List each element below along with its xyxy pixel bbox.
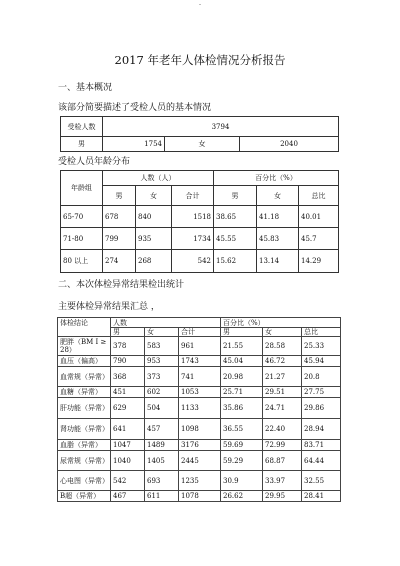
table-cell: 45.83 xyxy=(257,228,299,250)
table-cell: 2445 xyxy=(179,451,221,471)
sub-header: 男 xyxy=(103,186,136,206)
female-value: 2040 xyxy=(240,137,339,152)
sub-header: 总比 xyxy=(299,186,339,206)
row-label: 肥胖（BM I ≥ 28） xyxy=(58,337,111,356)
table-cell: 13.14 xyxy=(257,250,299,273)
table-cell: 542 xyxy=(111,471,145,491)
table-cell: 602 xyxy=(145,387,179,398)
table-cell: 678 xyxy=(103,206,136,228)
pct-header: 百分比（%） xyxy=(221,318,341,328)
section-1-heading: 一、基本概况 xyxy=(58,83,113,93)
row-label: 尿常规（异常） xyxy=(58,451,111,471)
conclusion-header: 体检结论 xyxy=(58,318,111,337)
age-distribution-table xyxy=(60,170,339,273)
sub-header: 合计 xyxy=(179,328,221,337)
table-cell: 14.29 xyxy=(299,250,339,273)
age-group-cell: 80 以上 xyxy=(61,250,103,273)
table-cell: 68.87 xyxy=(263,451,302,471)
table-cell: 41.18 xyxy=(257,206,299,228)
table-cell: 373 xyxy=(145,367,179,387)
table-cell: 3176 xyxy=(179,440,221,451)
basic-info-table xyxy=(60,116,339,152)
row-label: B超（异常） xyxy=(58,491,111,502)
table-cell: 1133 xyxy=(179,398,221,419)
female-label: 女 xyxy=(165,137,240,152)
table-cell: 26.62 xyxy=(221,491,263,502)
row-label: 肝功能（异常） xyxy=(58,398,111,419)
row-label: 肾功能（异常） xyxy=(58,419,111,440)
abnormal-results-table xyxy=(57,317,341,502)
table-cell: 378 xyxy=(111,337,145,356)
table-cell: 28.41 xyxy=(302,491,341,502)
table-cell: 274 xyxy=(103,250,136,273)
total-value: 3794 xyxy=(103,117,339,137)
table-cell: 467 xyxy=(111,491,145,502)
table-cell: 64.44 xyxy=(302,451,341,471)
table-cell: 1053 xyxy=(179,387,221,398)
table-cell: 451 xyxy=(111,387,145,398)
age-heading: 受检人员年龄分布 xyxy=(58,157,131,167)
table-cell: 27.75 xyxy=(302,387,341,398)
sub-header: 男 xyxy=(214,186,257,206)
table-cell: 268 xyxy=(136,250,172,273)
table-cell: 611 xyxy=(145,491,179,502)
table-cell: 368 xyxy=(111,367,145,387)
row-label: 血脂（异常） xyxy=(58,440,111,451)
table-cell: 25.33 xyxy=(302,337,341,356)
table-cell: 1040 xyxy=(111,451,145,471)
table-cell: 35.86 xyxy=(221,398,263,419)
table-cell: 457 xyxy=(145,419,179,440)
table-cell: 32.55 xyxy=(302,471,341,491)
table-cell: 45.7 xyxy=(299,228,339,250)
age-count-header: 人数（人） xyxy=(103,171,214,186)
table-cell: 21.55 xyxy=(221,337,263,356)
table-cell: 38.65 xyxy=(214,206,257,228)
table-cell: 1235 xyxy=(179,471,221,491)
table-cell: 25.71 xyxy=(221,387,263,398)
table-cell: 1489 xyxy=(145,440,179,451)
table-cell: 741 xyxy=(179,367,221,387)
age-group-cell: 71-80 xyxy=(61,228,103,250)
row-label: 血糖（异常） xyxy=(58,387,111,398)
table-cell: 799 xyxy=(103,228,136,250)
section-1-intro: 该部分简要描述了受检人员的基本情况 xyxy=(58,103,212,113)
table-cell: 961 xyxy=(179,337,221,356)
count-header: 人数 xyxy=(111,318,221,328)
table-cell: 1734 xyxy=(172,228,214,250)
sub-header: 女 xyxy=(257,186,299,206)
table-cell: 953 xyxy=(145,356,179,367)
total-label: 受检人数 xyxy=(61,117,103,137)
summary-heading: 主要体检异常结果汇总 ， xyxy=(58,302,160,312)
page-title: 2017 年老年人体检情况分析报告 xyxy=(114,53,286,67)
male-label: 男 xyxy=(61,137,103,152)
row-label: 血压（偏高） xyxy=(58,356,111,367)
sub-header: 总比 xyxy=(302,328,341,337)
table-cell: 542 xyxy=(172,250,214,273)
row-label: 血常规（异常） xyxy=(58,367,111,387)
table-cell: 83.71 xyxy=(302,440,341,451)
age-group-cell: 65-70 xyxy=(61,206,103,228)
table-cell: 33.97 xyxy=(263,471,302,491)
header-mark: - xyxy=(199,1,202,8)
table-cell: 790 xyxy=(111,356,145,367)
sub-header: 男 xyxy=(111,328,145,337)
sub-header: 男 xyxy=(221,328,263,337)
table-cell: 1078 xyxy=(179,491,221,502)
table-cell: 1518 xyxy=(172,206,214,228)
table-cell: 583 xyxy=(145,337,179,356)
male-value: 1754 xyxy=(103,137,165,152)
table-cell: 72.99 xyxy=(263,440,302,451)
table-cell: 1098 xyxy=(179,419,221,440)
table-cell: 36.55 xyxy=(221,419,263,440)
age-pct-header: 百分比（%） xyxy=(214,171,339,186)
section-2-heading: 二、本次体检异常结果检出统计 xyxy=(58,280,185,290)
table-cell: 40.01 xyxy=(299,206,339,228)
table-cell: 693 xyxy=(145,471,179,491)
table-cell: 15.62 xyxy=(214,250,257,273)
table-cell: 1743 xyxy=(179,356,221,367)
sub-header: 女 xyxy=(145,328,179,337)
table-cell: 28.58 xyxy=(263,337,302,356)
table-cell: 59.29 xyxy=(221,451,263,471)
table-cell: 629 xyxy=(111,398,145,419)
sub-header: 合计 xyxy=(172,186,214,206)
table-cell: 504 xyxy=(145,398,179,419)
table-cell: 30.9 xyxy=(221,471,263,491)
table-cell: 21.27 xyxy=(263,367,302,387)
table-cell: 29.51 xyxy=(263,387,302,398)
table-cell: 46.72 xyxy=(263,356,302,367)
table-cell: 24.71 xyxy=(263,398,302,419)
table-cell: 28.94 xyxy=(302,419,341,440)
table-cell: 840 xyxy=(136,206,172,228)
table-cell: 1047 xyxy=(111,440,145,451)
sub-header: 女 xyxy=(136,186,172,206)
table-cell: 20.98 xyxy=(221,367,263,387)
row-label: 心电图（异常） xyxy=(58,471,111,491)
table-cell: 59.69 xyxy=(221,440,263,451)
table-cell: 935 xyxy=(136,228,172,250)
table-cell: 29.86 xyxy=(302,398,341,419)
table-cell: 22.40 xyxy=(263,419,302,440)
sub-header: 女 xyxy=(263,328,302,337)
table-cell: 1405 xyxy=(145,451,179,471)
table-cell: 29.95 xyxy=(263,491,302,502)
table-cell: 45.04 xyxy=(221,356,263,367)
table-cell: 45.94 xyxy=(302,356,341,367)
age-group-header: 年龄组 xyxy=(61,171,103,206)
table-cell: 20.8 xyxy=(302,367,341,387)
table-cell: 45.55 xyxy=(214,228,257,250)
table-cell: 641 xyxy=(111,419,145,440)
